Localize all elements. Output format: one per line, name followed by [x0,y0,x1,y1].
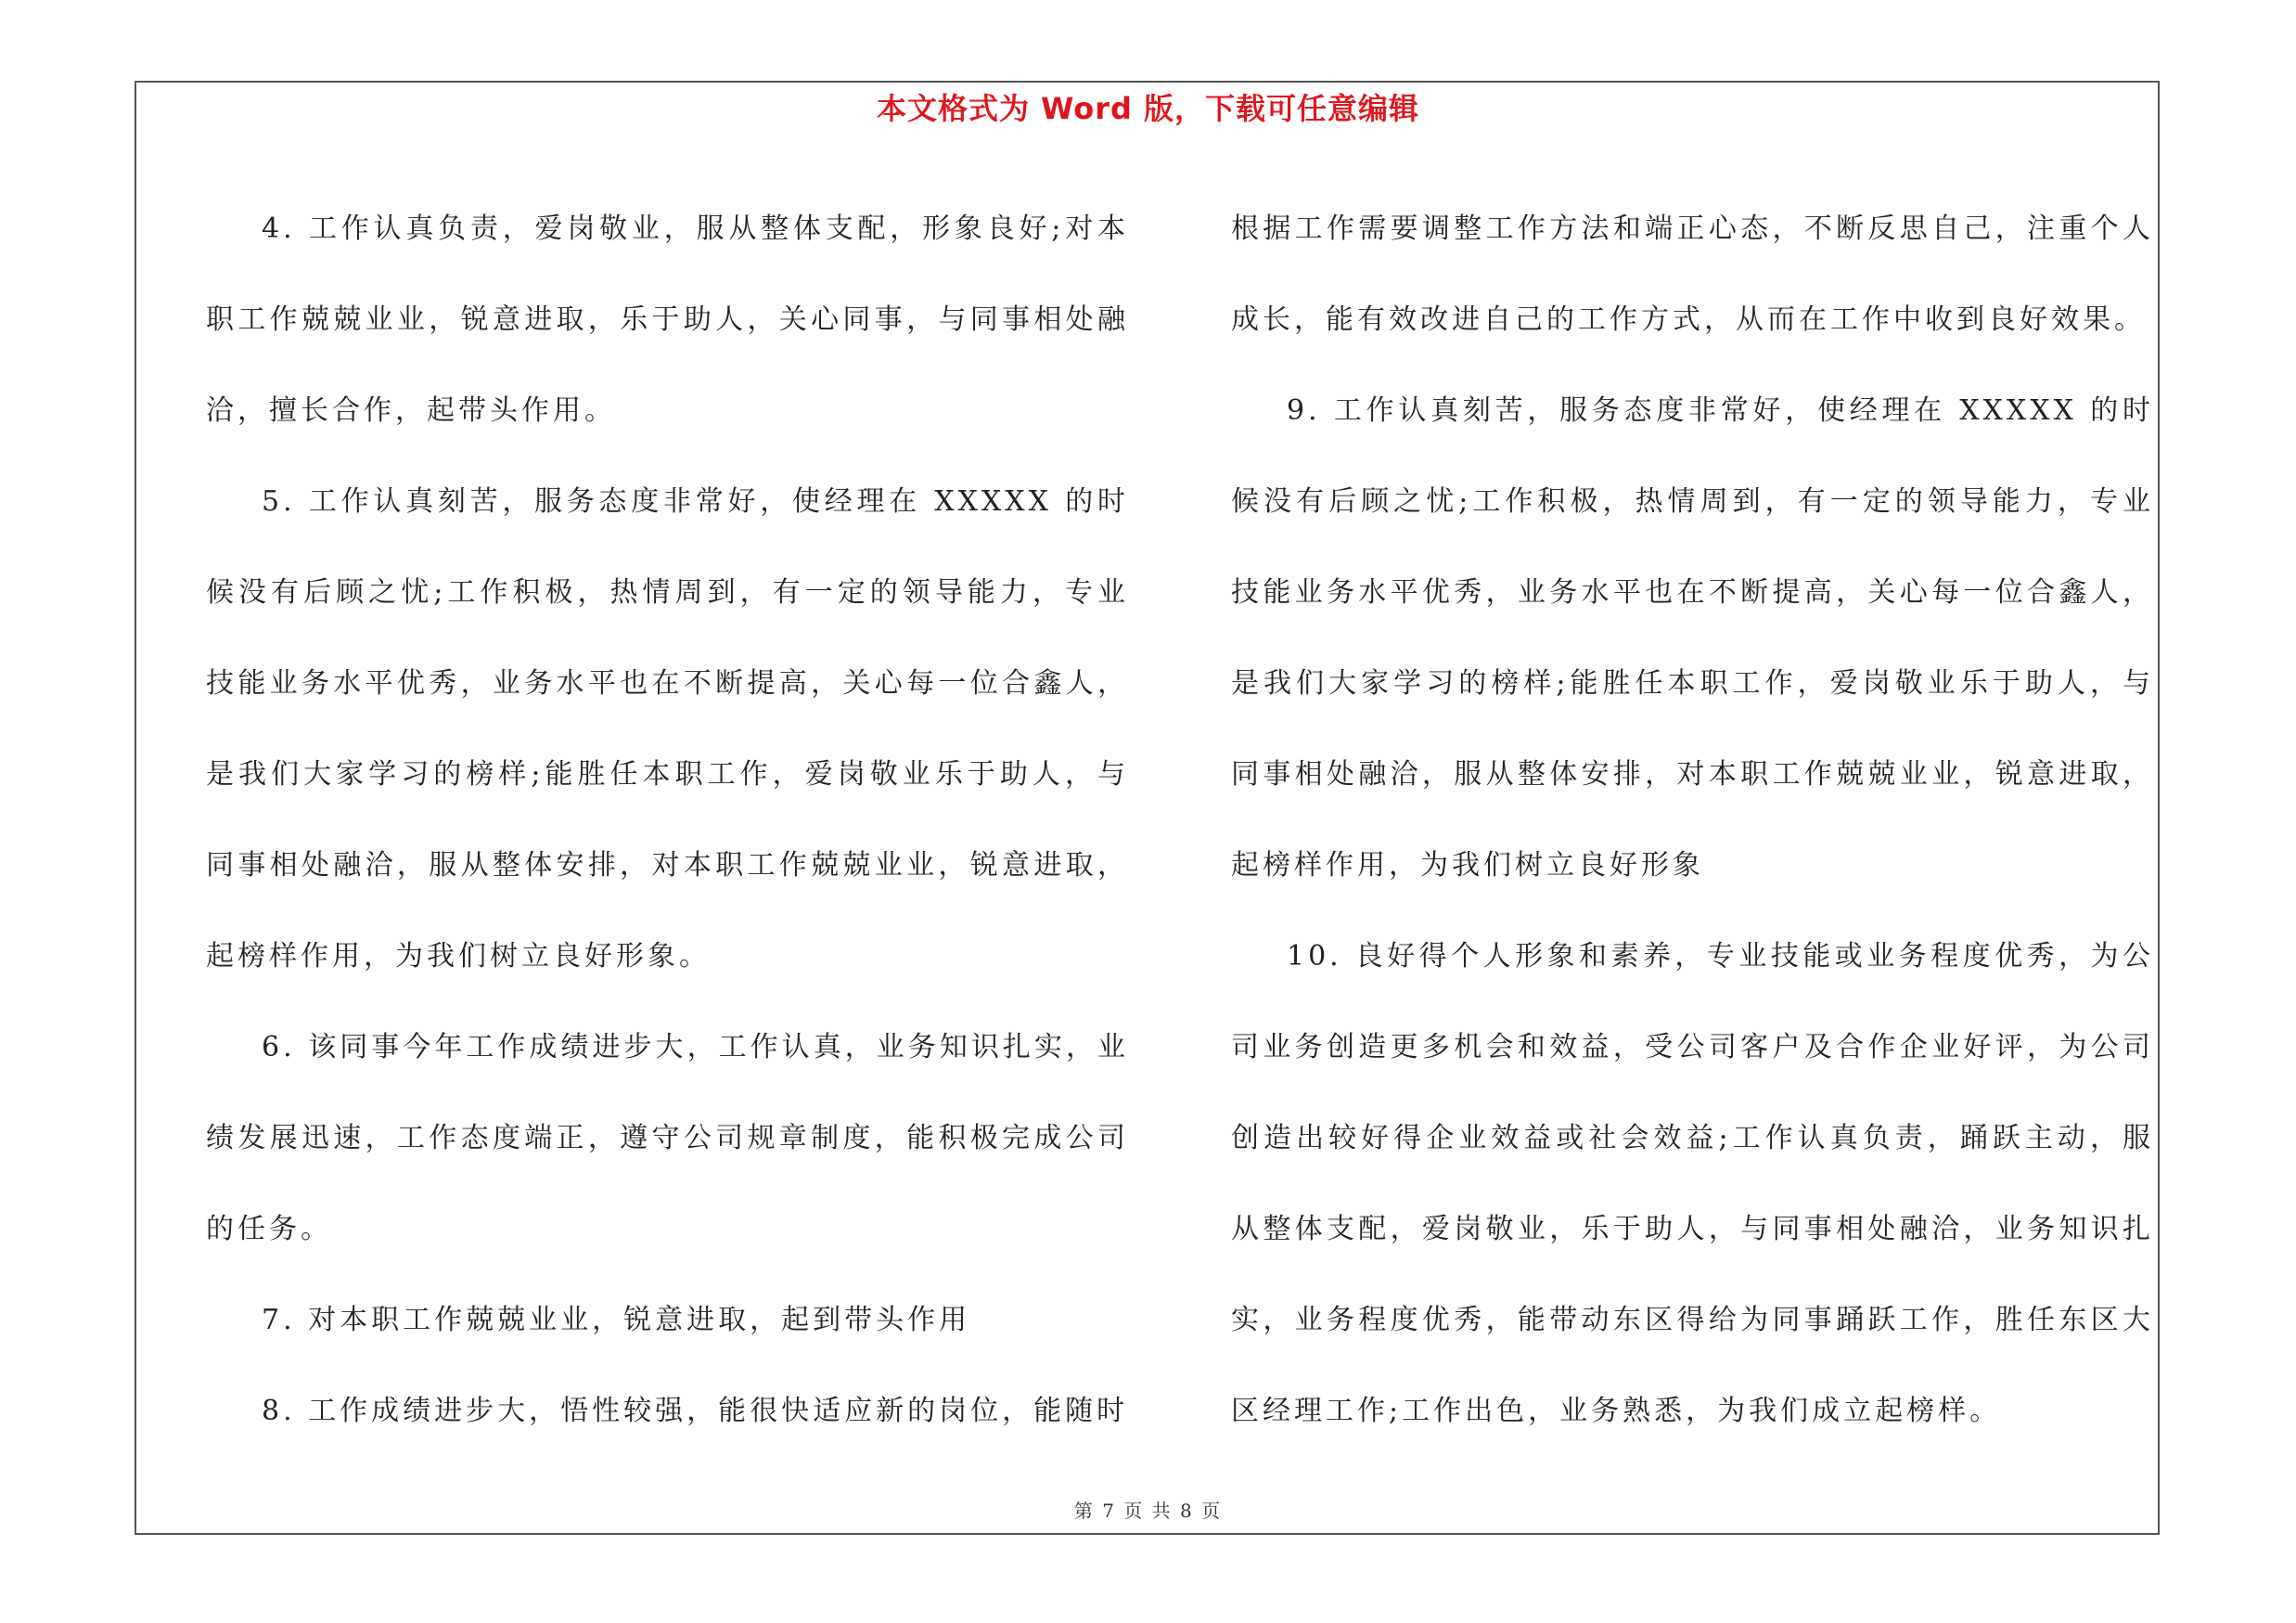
page-number-footer: 第 7 页 共 8 页 [1073,1500,1223,1522]
left-column [206,184,1129,1457]
paragraph-10: 10. 良好得个人形象和素养，专业技能或业务程度优秀，为公司业务创造更多机会和效益，受公司客户及合作企业好评，为公司创造出较好得企业效益或社会效益;工作认真负责，踊跃主动，服从整体支配，爱岗敬业，乐于助人，与同事相处融洽，业务知识扎实，业务程度优秀，能带动东区得给为同事踊跃工作，胜任东区大区经理工作;工作出色，业务熟悉，为我们成立起榜样。 [1231,940,2154,1427]
paragraph-9: 9. 工作认真刻苦，服务态度非常好，使经理在 XXXXX 的时候没有后顾之忧;工作积极，热情周到，有一定的领导能力，专业技能业务水平优秀，业务水平也在不断提高，关心每一位合鑫人，是我们大家学习的榜样;能胜任本职工作，爱岗敬业乐于助人，与同事相处融洽，服从整体安排，对本职工作兢兢业业，锐意进取，起榜样作用，为我们树立良好形象 [1231,394,2154,882]
header-banner: 本文格式为 Word 版，下载可任意编辑 [876,91,1420,126]
paragraph-4: 4. 工作认真负责，爱岗敬业，服从整体支配，形象良好;对本职工作兢兢业业，锐意进取，乐于助人，关心同事，与同事相处融洽，擅长合作，起带头作用。 [206,213,1129,427]
paragraph-8-continuation: 根据工作需要调整工作方法和端正心态，不断反思自己，注重个人成长，能有效改进自己的工作方式，从而在工作中收到良好效果。 [1231,213,2154,336]
paragraph-5: 5. 工作认真刻苦，服务态度非常好，使经理在 XXXXX 的时候没有后顾之忧;工作积极，热情周到，有一定的领导能力，专业技能业务水平优秀，业务水平也在不断提高，关心每一位合鑫人，是我们大家学习的榜样;能胜任本职工作，爱岗敬业乐于助人，与同事相处融洽，服从整体安排，对本职工作兢兢业业，锐意进取，起榜样作用，为我们树立良好形象。 [206,485,1129,973]
right-column [1231,184,2154,1457]
paragraph-6: 6. 该同事今年工作成绩进步大，工作认真，业务知识扎实，业绩发展迅速，工作态度端正，遵守公司规章制度，能积极完成公司的任务。 [206,1031,1129,1245]
paragraph-7: 7. 对本职工作兢兢业业，锐意进取，起到带头作用 [262,1304,971,1336]
paragraph-8: 8. 工作成绩进步大，悟性较强，能很快适应新的岗位，能随时 [262,1395,1129,1427]
